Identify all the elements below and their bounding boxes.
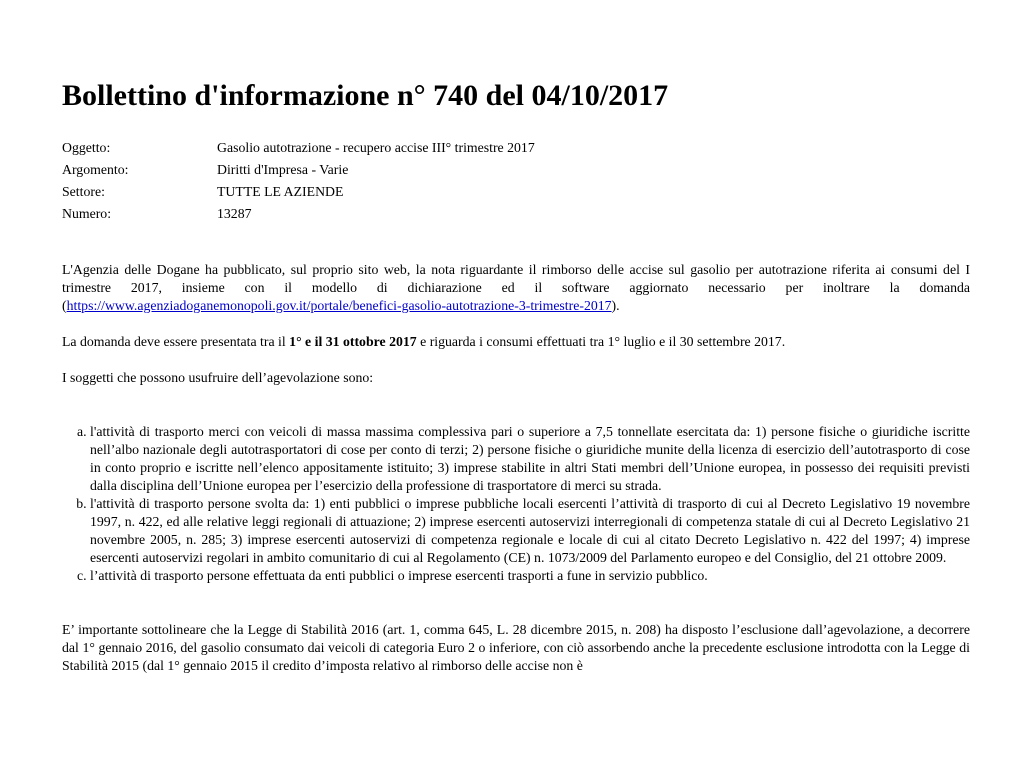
exclusion-paragraph: E’ importante sottolineare che la Legge di Stabilità 2016 (art. 1, comma 645, L. 28 dicembre 2015, n. 208) ha disposto l’esclusione dall’agevolazione, a decorrere dal 1° gennaio 2016, del gasolio consumato dai veicoli di categoria Euro 2 o inferiore, con ciò assorbendo anche la precedente esclusione introdotta con la Legge di Stabilità 2015 (dal 1° gennaio 2015 il credito d’imposta relativo al rimborso delle accise non è [62,622,970,673]
metadata-value: Diritti d'Impresa - Varie [217,162,349,177]
metadata-value: 13287 [217,206,252,221]
metadata-label: Numero: [62,206,112,221]
metadata-label: Settore: [62,184,105,199]
metadata-row-settore [62,181,535,203]
list-item: a. l'attività di trasporto merci con veicoli di massa massima complessiva pari o superiore a 7,5 tonnellate esercitata da: 1) persone fisiche o giuridiche iscritte nell’albo nazionale degli autotrasportatori di cose per conto di terzi; 2) persone fisiche o giuridiche munite della licenza di esercizio dell’autotrasporto di cose in conto proprio e iscritte nell’elenco appositamente istituito; 3) imprese stabilite in altri Stati membri dell’Unione europea, in possesso dei requisiti previsti dalla disciplina dell’Unione europea per l’esercizio della professione di trasportatore di merci su strada. [90,423,970,495]
metadata-value: TUTTE LE AZIENDE [217,184,344,199]
deadline-text-end: e riguarda i consumi effettuati tra 1° luglio e il 30 settembre 2017. [416,334,786,349]
list-item: b. l'attività di trasporto persone svolta da: 1) enti pubblici o imprese pubbliche locali esercenti l’attività di trasporto di cui al Decreto Legislativo 19 novembre 1997, n. 422, ed alle relative leggi regionali di attuazione; 2) imprese esercenti autoservizi interregionali di competenza statale di cui al Decreto Legislativo 21 novembre 2005, n. 285; 3) imprese esercenti autoservizi di competenza regionale e locale di cui al citato Decreto Legislativo n. 422 del 1997; 4) imprese esercenti autoservizi regolari in ambito comunitario di cui al Regolamento (CE) n. 1073/2009 del Parlamento europeo e del Consiglio, del 21 ottobre 2009. [90,495,970,567]
metadata-row-argomento [62,159,535,181]
metadata-label: Oggetto: [62,140,111,155]
beneficiaries-list [62,423,970,585]
page-title: Bollettino d'informazione n° 740 del 04/10/2017 [62,79,669,112]
intro-text-end: ). [611,298,620,313]
metadata-value: Gasolio autotrazione - recupero accise III° trimestre 2017 [217,140,535,155]
intro-paragraph [62,261,970,315]
intro-text: L'Agenzia delle Dogane ha pubblicato, sul proprio sito web, la nota riguardante il rimborso delle accise sul gasolio per autotrazione riferita ai consumi del I trimestre 2017, insieme con il modello di dichiarazione ed il software aggiornato necessario per inoltrare la domanda ( [62,262,970,313]
metadata-table [62,137,535,225]
deadline-paragraph [62,333,970,351]
agenzia-dogane-link[interactable]: https://www.agenziadoganemonopoli.gov.it/portale/benefici-gasolio-autotrazione-3-trimestre-2017 [66,298,612,313]
document-body [62,261,970,675]
deadline-text-start: La domanda deve essere presentata tra il [62,334,290,349]
metadata-row-numero [62,203,535,225]
list-item: c. l’attività di trasporto persone effettuata da enti pubblici o imprese esercenti trasporti a fune in servizio pubblico. [90,567,970,585]
metadata-row-oggetto [62,137,535,159]
deadline-dates: 1° e il 31 ottobre 2017 [289,334,417,349]
beneficiaries-intro: I soggetti che possono usufruire dell’agevolazione sono: [62,370,374,385]
metadata-label: Argomento: [62,162,129,177]
